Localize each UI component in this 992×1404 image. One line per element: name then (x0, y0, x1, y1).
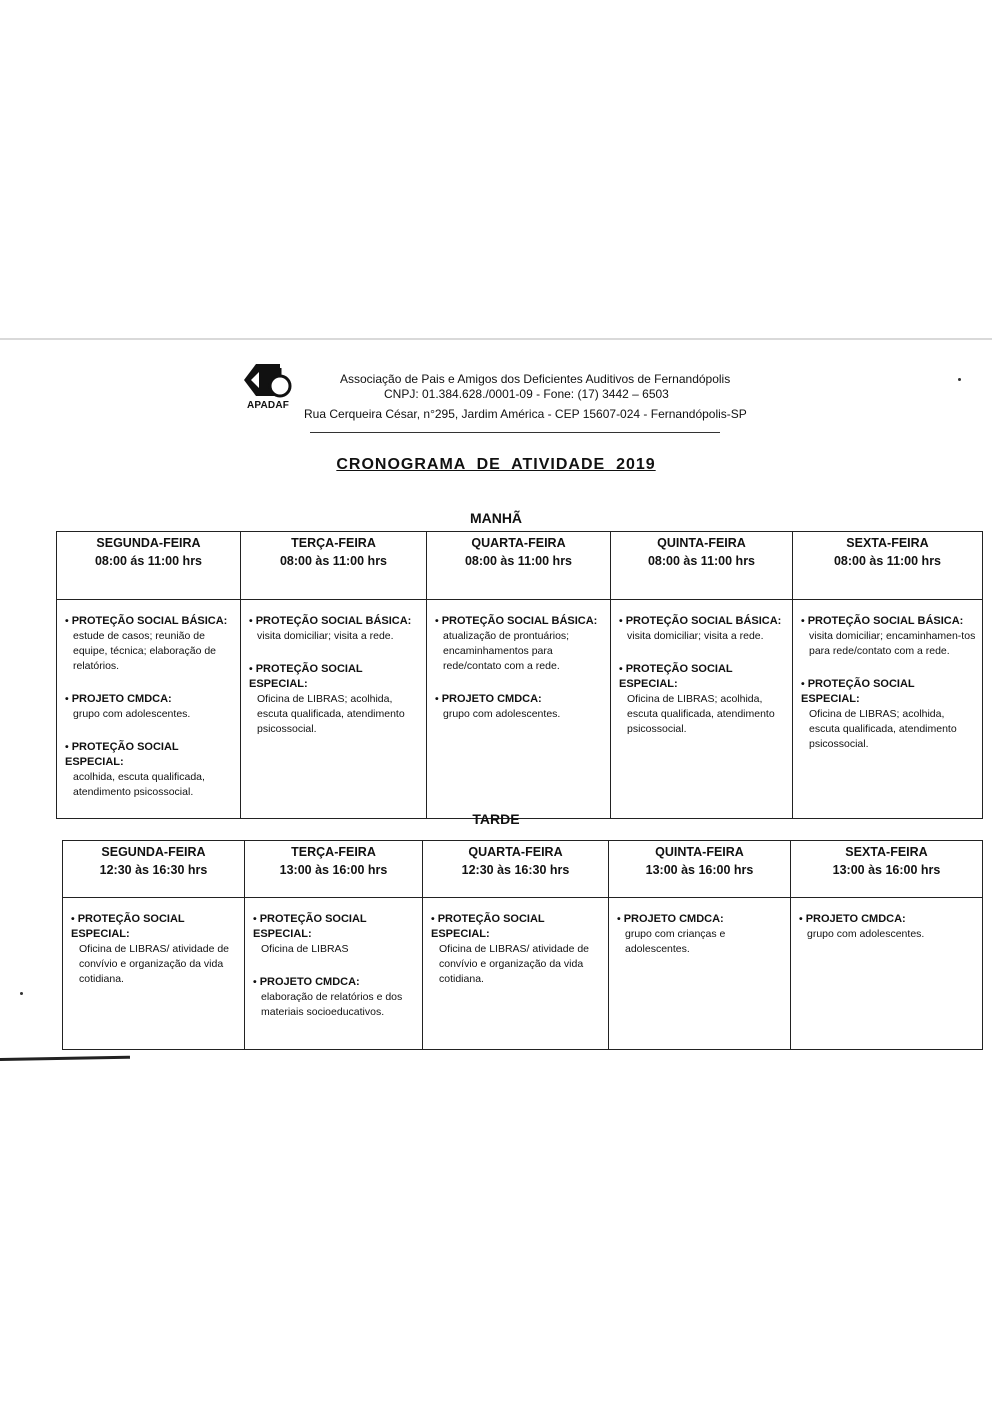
manha-day-header (241, 532, 427, 600)
activity-title: PROTEÇÃO SOCIAL ESPECIAL: (249, 663, 363, 690)
bullet-icon: • (799, 913, 803, 925)
scan-speck (20, 992, 23, 995)
time-range: 08:00 às 11:00 hrs (833, 554, 942, 568)
header-divider (310, 432, 720, 433)
activity-item (801, 677, 976, 752)
activity-description: atualização de prontuários; encaminhamentos para rede/contato com a rede. (443, 630, 570, 672)
activity-item (249, 662, 420, 737)
activity-item (253, 975, 416, 1020)
activity-title: PROTEÇÃO SOCIAL BÁSICA: (255, 615, 412, 627)
bullet-icon: • (249, 615, 253, 627)
activity-item (617, 912, 784, 957)
activity-item (435, 614, 604, 674)
tarde-day-header (791, 841, 983, 898)
logo-text: APADAF (246, 400, 290, 411)
bullet-icon: • (801, 615, 805, 627)
activity-title: PROTEÇÃO SOCIAL ESPECIAL: (65, 741, 179, 768)
activity-description: elaboração de relatórios e dos materiais socioeducativos. (261, 991, 403, 1018)
activity-description: Oficina de LIBRAS (261, 943, 349, 955)
time-range: 13:00 às 16:00 hrs (279, 863, 388, 877)
letterhead (240, 360, 780, 440)
activity-title: PROTEÇÃO SOCIAL ESPECIAL: (253, 913, 367, 940)
bullet-icon: • (619, 615, 623, 627)
manha-day-activities (793, 600, 983, 819)
bullet-icon: • (65, 615, 69, 627)
activity-description: grupo com adolescentes. (807, 928, 925, 940)
activity-item (431, 912, 602, 987)
activity-item (71, 912, 238, 987)
activity-item (65, 692, 234, 722)
day-name: QUINTA-FEIRA (655, 845, 744, 859)
organization-cnpj-phone: CNPJ: 01.384.628./0001-09 - Fone: (17) 3442 – 6503 (384, 387, 669, 401)
activity-description: visita domiciliar; encaminhamen-tos para rede/contato com a rede. (809, 630, 976, 657)
bullet-icon: • (253, 976, 257, 988)
tarde-day-activities (245, 898, 423, 1050)
activity-item (799, 912, 976, 942)
activity-title: PROTEÇÃO SOCIAL ESPECIAL: (619, 663, 733, 690)
activity-item (253, 912, 416, 957)
tarde-day-header (63, 841, 245, 898)
day-name: QUINTA-FEIRA (657, 536, 746, 550)
bullet-icon: • (617, 913, 621, 925)
scan-edge (0, 338, 992, 340)
activity-title: PROJETO CMDCA: (805, 913, 906, 925)
activity-item (435, 692, 604, 722)
activity-description: acolhida, escuta qualificada, atendimento psicossocial. (73, 771, 205, 798)
activity-description: grupo com adolescentes. (73, 708, 191, 720)
tarde-day-activities (423, 898, 609, 1050)
manha-day-header (57, 532, 241, 600)
time-range: 08:00 ás 11:00 hrs (94, 554, 203, 568)
tarde-day-activities (63, 898, 245, 1050)
organization-address: Rua Cerqueira César, n°295, Jardim América - CEP 15607-024 - Fernandópolis-SP (304, 407, 747, 421)
activity-title: PROTEÇÃO SOCIAL BÁSICA: (71, 615, 228, 627)
bullet-icon: • (435, 615, 439, 627)
day-name: SEGUNDA-FEIRA (96, 536, 201, 550)
time-range: 08:00 às 11:00 hrs (279, 554, 388, 568)
activity-description: Oficina de LIBRAS; acolhida, escuta qualificada, atendimento psicossocial. (257, 693, 405, 735)
morning-body-row (57, 600, 983, 819)
activity-title: PROJETO CMDCA: (71, 693, 172, 705)
tarde-day-header (609, 841, 791, 898)
tarde-day-activities (791, 898, 983, 1050)
activity-title: PROTEÇÃO SOCIAL BÁSICA: (441, 615, 598, 627)
day-name: QUARTA-FEIRA (471, 536, 566, 550)
activity-title: PROJETO CMDCA: (441, 693, 542, 705)
manha-day-activities (427, 600, 611, 819)
activity-description: visita domiciliar; visita a rede. (627, 630, 764, 642)
manha-day-header (427, 532, 611, 600)
activity-title: PROTEÇÃO SOCIAL ESPECIAL: (71, 913, 185, 940)
afternoon-label: TARDE (472, 811, 520, 827)
activity-description: Oficina de LIBRAS/ atividade de convívio e organização da vida cotidiana. (79, 943, 230, 985)
activity-description: estude de casos; reunião de equipe, técnica; elaboração de relatórios. (73, 630, 217, 672)
activity-item (65, 740, 234, 800)
activity-title: PROTEÇÃO SOCIAL BÁSICA: (807, 615, 964, 627)
activity-item (619, 662, 786, 737)
day-name: SEXTA-FEIRA (846, 536, 929, 550)
bullet-icon: • (249, 663, 253, 675)
bullet-icon: • (65, 741, 69, 753)
afternoon-body-row (63, 898, 983, 1050)
activity-item (619, 614, 786, 644)
activity-item (801, 614, 976, 659)
manha-day-activities (241, 600, 427, 819)
activity-title: PROJETO CMDCA: (623, 913, 724, 925)
bullet-icon: • (71, 913, 75, 925)
activity-title: PROTEÇÃO SOCIAL BÁSICA: (625, 615, 782, 627)
tarde-day-header (245, 841, 423, 898)
time-range: 12:30 às 16:30 hrs (99, 863, 208, 877)
activity-item (249, 614, 420, 644)
bullet-icon: • (619, 663, 623, 675)
afternoon-schedule-table (62, 840, 983, 1050)
activity-description: Oficina de LIBRAS/ atividade de convívio e organização da vida cotidiana. (439, 943, 590, 985)
tarde-day-activities (609, 898, 791, 1050)
time-range: 12:30 às 16:30 hrs (461, 863, 570, 877)
activity-title: PROJETO CMDCA: (259, 976, 360, 988)
organization-name: Associação de Pais e Amigos dos Deficientes Auditivos de Fernandópolis (340, 372, 731, 386)
scan-mark (0, 1056, 130, 1061)
manha-day-header (611, 532, 793, 600)
activity-item (65, 614, 234, 674)
activity-description: Oficina de LIBRAS; acolhida, escuta qualificada, atendimento psicossocial. (627, 693, 775, 735)
bullet-icon: • (431, 913, 435, 925)
morning-header-row (57, 532, 983, 600)
bullet-icon: • (253, 913, 257, 925)
day-name: TERÇA-FEIRA (291, 536, 376, 550)
day-name: TERÇA-FEIRA (291, 845, 376, 859)
time-range: 08:00 às 11:00 hrs (647, 554, 756, 568)
scan-speck (958, 378, 961, 381)
activity-description: Oficina de LIBRAS; acolhida, escuta qualificada, atendimento psicossocial. (809, 708, 957, 750)
activity-description: visita domiciliar; visita a rede. (257, 630, 394, 642)
morning-label: MANHÃ (469, 510, 523, 526)
manha-day-activities (611, 600, 793, 819)
activity-title: PROTEÇÃO SOCIAL ESPECIAL: (431, 913, 545, 940)
time-range: 08:00 às 11:00 hrs (464, 554, 573, 568)
day-name: QUARTA-FEIRA (468, 845, 563, 859)
day-name: SEGUNDA-FEIRA (101, 845, 206, 859)
manha-day-activities (57, 600, 241, 819)
activity-description: grupo com adolescentes. (443, 708, 561, 720)
time-range: 13:00 às 16:00 hrs (832, 863, 941, 877)
activity-description: grupo com crianças e adolescentes. (625, 928, 726, 955)
morning-schedule-table (56, 531, 983, 819)
tarde-day-header (423, 841, 609, 898)
time-range: 13:00 às 16:00 hrs (645, 863, 754, 877)
afternoon-header-row (63, 841, 983, 898)
bullet-icon: • (65, 693, 69, 705)
manha-day-header (793, 532, 983, 600)
activity-title: PROTEÇÃO SOCIAL ESPECIAL: (801, 678, 915, 705)
document-title: CRONOGRAMA DE ATIVIDADE 2019 (336, 456, 656, 473)
day-name: SEXTA-FEIRA (845, 845, 928, 859)
bullet-icon: • (801, 678, 805, 690)
bullet-icon: • (435, 693, 439, 705)
